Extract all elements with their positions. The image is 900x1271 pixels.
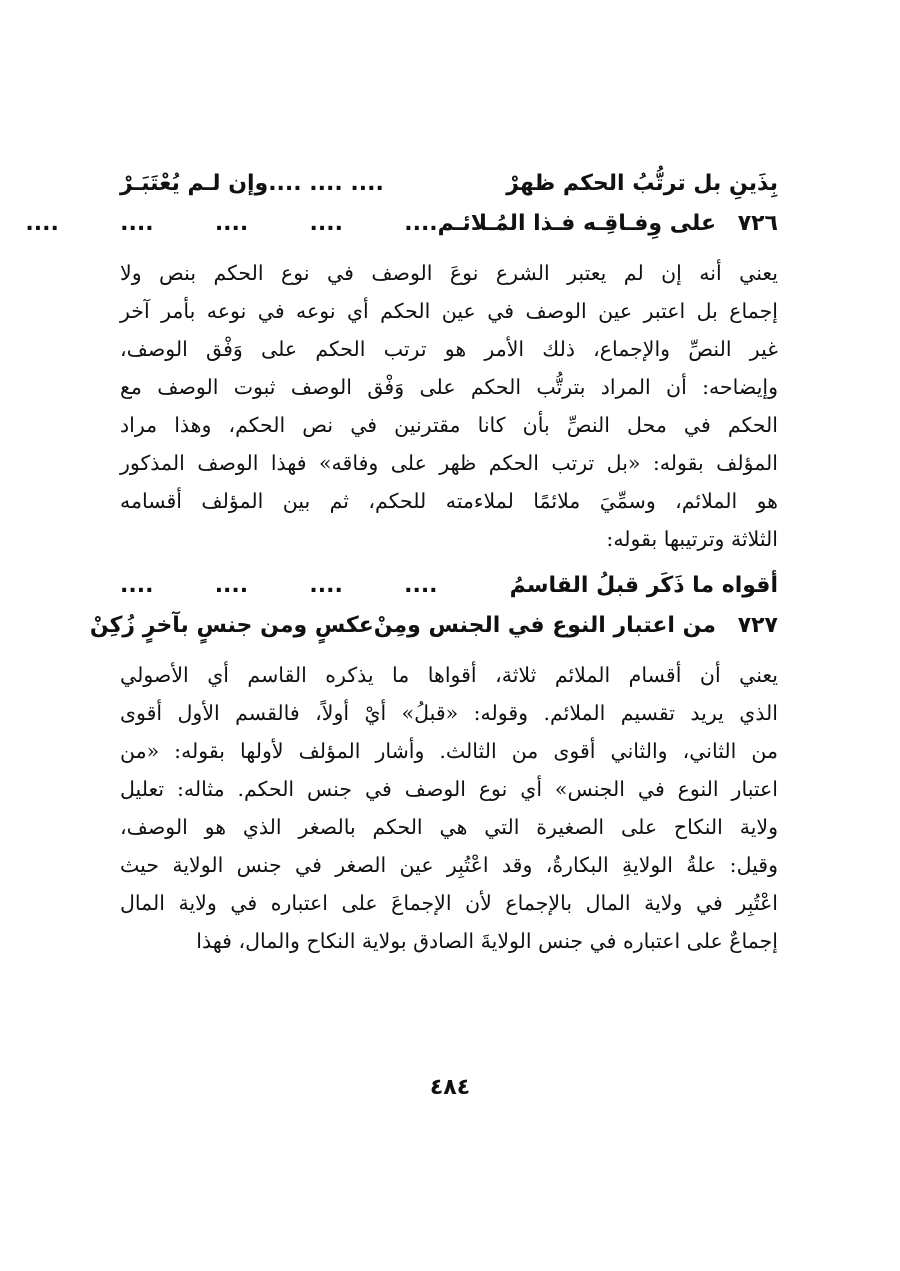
ellipsis-dots: .... .... .... .... ....	[25, 211, 438, 236]
verse-727	[89, 566, 778, 646]
text-line: الثلاثة وترتيبها بقوله:	[606, 527, 778, 551]
text-line: يعني أنه إن لم يعتبر الشرع نوعَ الوصف في نوع الحكم بنص ولا	[120, 261, 778, 285]
text-line: غير النصِّ والإجماع، ذلك الأمر هو ترتب الحكم على وَفْق الوصف،	[120, 337, 778, 361]
hemistich-2: أقواه ما ذَكَر قبلُ القاسمُ	[509, 573, 778, 598]
text-line: وإيضاحه: أن المراد بترتُّب الحكم على وَفْق الوصف ثبوت الوصف مع	[120, 375, 778, 399]
verse-number: ٧٢٦	[737, 211, 778, 236]
verse-726-line-2	[25, 204, 778, 244]
verse-number: ٧٢٧	[737, 613, 778, 638]
page-number: ٤٨٤	[429, 1075, 471, 1100]
commentary-paragraph-1	[120, 254, 778, 558]
text-line: من الثاني، والثاني أقوى من الثالث. وأشار المؤلف لأولها بقوله: «من	[120, 739, 778, 763]
text-line: الحكم في محل النصِّ بأن كانا مقترنين في نص الحكم، وهذا مراد	[120, 413, 778, 437]
commentary-paragraph-2	[120, 656, 778, 960]
verse-727-line-2	[89, 606, 778, 646]
text-line: إجماعٌ على اعتباره في جنس الولايةَ الصادق بولاية النكاح والمال، فهذا	[196, 929, 778, 953]
text-line: وقيل: علةُ الولايةِ البكارةُ، وقد اعْتُبِر عين الصغر في جنس الولاية حيث	[120, 853, 778, 877]
text-line: الذي يريد تقسيم الملائم. وقوله: «قبلُ» أيْ أولاً، فالقسم الأول أقوى	[120, 701, 778, 725]
verse-726	[25, 164, 778, 244]
text-line: ولاية النكاح على الصغيرة التي هي الحكم بالصغر الذي هو الوصف،	[120, 815, 778, 839]
hemistich-2: بِذَينِ بل ترتُّبُ الحكم ظهرْ	[506, 171, 778, 196]
hemistich-3: من اعتبار النوع في الجنس ومِنْ	[373, 613, 717, 638]
verse-727-line-1	[120, 566, 778, 606]
text-line: إجماع بل اعتبر عين الوصف في عين الحكم أي نوعه في نوعه بأمر آخر	[120, 299, 778, 323]
ellipsis-dots: .... .... .... ....	[120, 573, 438, 598]
text-line: هو الملائم، وسمِّيَ ملائمًا لملاءمته للحكم، ثم بين المؤلف أقسامه	[120, 489, 778, 513]
hemistich-3: على وِفـاقِـه فـذا المُـلائـم	[437, 211, 717, 236]
page-content	[25, 164, 778, 968]
verse-726-line-1	[120, 164, 778, 204]
hemistich-4: عكسٍ ومن جنسٍ بآخرٍ زُكِنْ	[89, 613, 374, 638]
hemistich-1: .... .... ....وإن لـم يُعْتَبَـرْ	[120, 171, 384, 196]
text-line: اعْتُبِر في ولاية المال بالإجماع لأن الإجماعَ على اعتباره في ولاية المال	[120, 891, 778, 915]
text-line: يعني أن أقسام الملائم ثلاثة، أقواها ما يذكره القاسم أي الأصولي	[120, 663, 778, 687]
text-line: اعتبار النوع في الجنس» أي نوع الوصف في جنس الحكم. مثاله: تعليل	[120, 777, 778, 801]
text-line: المؤلف بقوله: «بل ترتب الحكم ظهر على وفاقه» فهذا الوصف المذكور	[120, 451, 778, 475]
